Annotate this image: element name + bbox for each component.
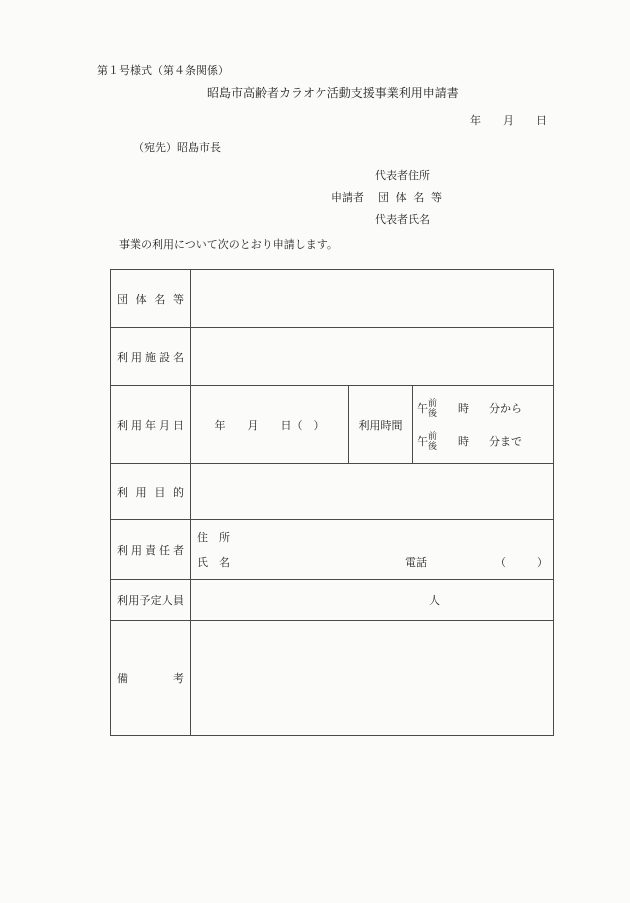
headcount-label: 利 用 予 定 人 員	[117, 595, 184, 607]
table-row-org	[111, 270, 554, 328]
applicant-org-name-label: 団 体 名 等	[378, 192, 442, 204]
responsible-person-label: 利 用 責 任 者	[117, 544, 184, 557]
representative-address-label: 代表者住所	[375, 170, 430, 182]
org-name-field	[191, 270, 554, 328]
table-row-date	[111, 386, 554, 464]
headcount-field	[191, 580, 554, 621]
responsible-address-line	[197, 529, 553, 545]
to-hour-label: 時	[458, 435, 470, 448]
table-row-facility	[111, 328, 554, 386]
use-purpose-label: 利 用 目 的	[117, 486, 184, 499]
phone-paren-open: （	[495, 557, 506, 569]
name-label: 氏 名	[197, 557, 230, 569]
am-pm-stack: 前 後	[428, 430, 438, 451]
facility-name-field	[191, 328, 554, 386]
recipient-line: （宛先）昭島市長	[133, 142, 221, 154]
noon-kanji: 午	[417, 403, 428, 416]
headcount-unit: 人	[429, 595, 440, 607]
to-minute-label: 分まで	[489, 435, 523, 448]
org-name-label: 団 体 名 等	[117, 293, 184, 306]
application-form-table	[110, 269, 554, 736]
date-line: 年 月 日	[470, 115, 547, 127]
applicant-label: 申請者	[331, 192, 364, 204]
use-time-field	[413, 386, 554, 464]
time-to-line	[413, 431, 553, 451]
responsible-name-line	[197, 554, 553, 570]
facility-name-label: 利 用 施 設 名	[117, 351, 184, 364]
phone-paren-close: ）	[537, 557, 548, 569]
use-date-field: 年 月 日（ ）	[191, 386, 349, 464]
remarks-field	[191, 621, 554, 736]
address-label: 住 所	[197, 532, 230, 544]
use-purpose-field	[191, 464, 554, 520]
form-number: 第１号様式（第４条関係）	[97, 65, 229, 77]
from-minute-label: 分から	[489, 403, 523, 416]
table-row-responsible	[111, 520, 554, 580]
representative-name-label: 代表者氏名	[375, 214, 430, 226]
use-time-label: 利用時間	[349, 386, 413, 464]
table-row-headcount	[111, 580, 554, 621]
statement-line: 事業の利用について次のとおり申請します。	[119, 239, 338, 251]
time-from-line	[413, 398, 553, 418]
responsible-person-field	[191, 520, 554, 580]
phone-label: 電話	[405, 557, 427, 569]
remarks-label: 備 考	[117, 673, 184, 685]
am-pm-stack: 前 後	[428, 398, 438, 419]
table-row-purpose	[111, 464, 554, 520]
table-row-remarks	[111, 621, 554, 736]
page-title: 昭島市高齢者カラオケ活動支援事業利用申請書	[207, 86, 459, 100]
from-hour-label: 時	[458, 403, 470, 416]
use-date-label: 利 用 年 月 日	[117, 419, 184, 432]
noon-kanji: 午	[417, 435, 428, 448]
